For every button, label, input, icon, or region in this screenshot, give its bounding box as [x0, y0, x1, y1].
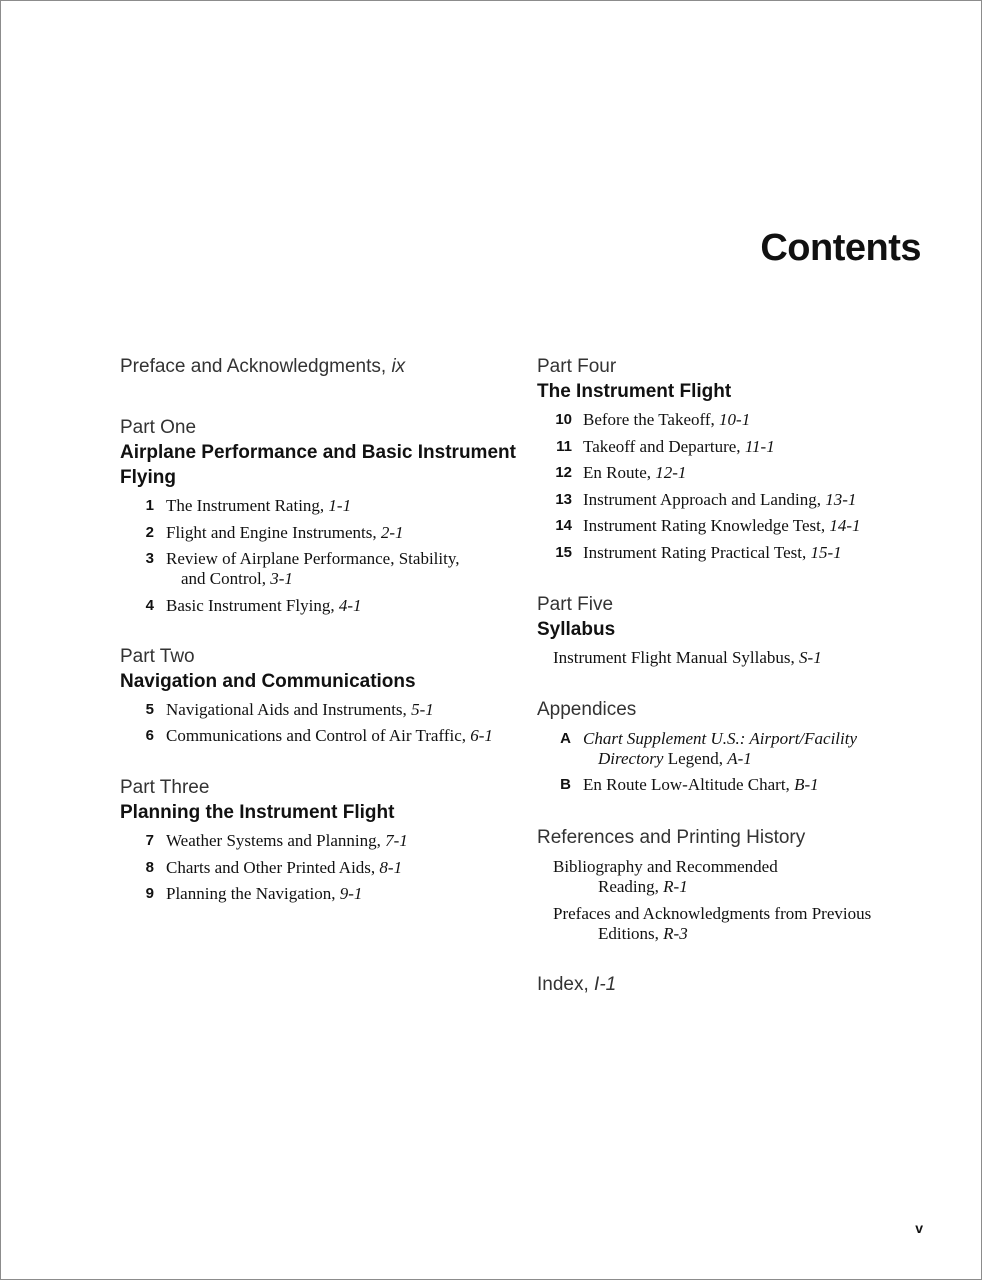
chapter-title: Takeoff and Departure,: [583, 436, 745, 456]
chapter-title: Flight and Engine Instruments,: [166, 522, 381, 542]
chapter-title: Planning the Navigation,: [166, 884, 340, 903]
reference-entry-bibliography[interactable]: [537, 857, 957, 897]
chapter-title: Communications and Control of Air Traffic,: [166, 726, 471, 745]
reference-page: R-1: [663, 877, 688, 896]
chapter-number: 1: [145, 497, 154, 514]
appendix-title-rest: Legend,: [663, 748, 728, 768]
chapter-number: 9: [145, 885, 154, 902]
chapter-title: Instrument Approach and Landing,: [583, 489, 826, 509]
reference-title-continued: Editions,: [598, 923, 664, 943]
part-five-title[interactable]: Syllabus: [537, 618, 616, 640]
reference-title-continued: Reading,: [598, 877, 664, 896]
chapter-title: Instrument Rating Knowledge Test,: [583, 516, 830, 535]
reference-page: R-3: [663, 923, 688, 943]
appendix-a[interactable]: [537, 729, 957, 769]
part-one-title[interactable]: Airplane Performance and Basic Instrument Flying: [120, 442, 516, 488]
chapter-number: 11: [556, 437, 572, 455]
chapter-number: 15: [555, 543, 572, 561]
chapter-page: 3-1: [270, 569, 293, 588]
chapter-3[interactable]: [120, 549, 520, 589]
part-three-label: Part Three: [120, 777, 210, 798]
chapter-10[interactable]: [537, 410, 957, 430]
chapter-title-continued: and Control,: [181, 569, 271, 588]
chapter-page: 5-1: [411, 699, 434, 719]
page-number: v: [915, 1220, 923, 1236]
index-label: Index,: [537, 973, 595, 995]
appendix-b[interactable]: [537, 775, 957, 795]
chapter-15[interactable]: [537, 543, 957, 563]
syllabus-entry[interactable]: [537, 648, 957, 668]
chapter-page: 9-1: [339, 884, 363, 903]
part-five: [537, 593, 957, 668]
chapter-2[interactable]: [120, 523, 520, 543]
reference-entry-prefaces[interactable]: [537, 904, 957, 944]
syllabus-page: S-1: [799, 647, 822, 667]
chapter-page: 13-1: [825, 489, 857, 509]
index-entry[interactable]: [537, 973, 957, 997]
chapter-9[interactable]: [120, 884, 520, 904]
chapter-page: 10-1: [719, 410, 751, 429]
index-page: I-1: [594, 973, 617, 995]
chapter-number: 3: [145, 550, 154, 567]
appendix-letter: B: [560, 776, 571, 793]
appendix-letter: A: [560, 729, 571, 747]
chapter-title: Charts and Other Printed Aids,: [166, 857, 380, 877]
appendix-title-continued: Directory: [598, 748, 664, 768]
part-two-label: Part Two: [120, 645, 195, 667]
part-four-title[interactable]: The Instrument Flight: [537, 381, 732, 402]
chapter-page: 11-1: [744, 436, 775, 456]
chapter-title: Review of Airplane Performance, Stability,: [166, 549, 460, 568]
chapter-4[interactable]: [120, 596, 520, 616]
references-label[interactable]: References and Printing History: [537, 827, 806, 848]
appendices: [537, 698, 957, 796]
references: [537, 826, 957, 944]
chapter-12[interactable]: [537, 463, 957, 483]
part-four: [537, 355, 957, 563]
chapter-title: Before the Takeoff,: [583, 410, 720, 429]
appendix-page: B-1: [794, 775, 819, 794]
preface-page: ix: [391, 356, 406, 377]
chapter-number: 4: [145, 596, 154, 614]
chapter-6[interactable]: [120, 726, 520, 746]
chapter-page: 7-1: [385, 831, 408, 850]
chapter-number: 8: [145, 858, 154, 876]
chapter-number: 6: [145, 727, 154, 744]
chapter-number: 12: [555, 464, 572, 481]
chapter-number: 14: [555, 517, 572, 534]
chapter-number: 7: [145, 832, 154, 849]
syllabus-title: Instrument Flight Manual Syllabus,: [553, 647, 800, 667]
chapter-1[interactable]: [120, 496, 520, 516]
part-one-label: Part One: [120, 417, 197, 438]
appendices-label[interactable]: Appendices: [537, 698, 637, 720]
chapter-8[interactable]: [120, 858, 520, 878]
chapter-11[interactable]: [537, 437, 957, 457]
chapter-page: 14-1: [829, 516, 861, 535]
part-two-title[interactable]: Navigation and Communications: [120, 670, 416, 692]
chapter-page: 6-1: [470, 726, 493, 745]
chapter-13[interactable]: [537, 490, 957, 510]
part-five-label: Part Five: [537, 593, 614, 615]
part-three-title[interactable]: Planning the Instrument Flight: [120, 802, 395, 823]
chapter-page: 12-1: [655, 463, 687, 482]
chapter-page: 8-1: [379, 857, 403, 877]
chapter-14[interactable]: [537, 516, 957, 536]
chapter-number: 5: [145, 700, 154, 718]
preface-label: Preface and Acknowledgments,: [120, 356, 392, 377]
chapter-page: 2-1: [380, 522, 404, 542]
chapter-title: The Instrument Rating,: [166, 496, 329, 515]
page-title: Contents: [760, 227, 921, 269]
chapter-title: Basic Instrument Flying,: [166, 595, 339, 615]
chapter-title: En Route,: [583, 463, 656, 482]
reference-title: Prefaces and Acknowledgments from Previous: [553, 903, 872, 923]
part-one: [120, 416, 520, 616]
chapter-page: 15-1: [810, 542, 842, 562]
toc-left-column: [120, 355, 520, 928]
appendix-page: A-1: [727, 748, 752, 768]
chapter-number: 10: [555, 411, 572, 428]
appendix-title: En Route Low-Altitude Chart,: [583, 775, 795, 794]
toc-right-column: [537, 355, 957, 997]
chapter-page: 1-1: [328, 496, 352, 515]
reference-title: Bibliography and Recommended: [553, 857, 778, 876]
chapter-number: 13: [555, 490, 572, 508]
chapter-page: 4-1: [338, 595, 362, 615]
chapter-number: 2: [145, 523, 154, 541]
chapter-7[interactable]: [120, 831, 520, 851]
chapter-5[interactable]: [120, 700, 520, 720]
part-four-label: Part Four: [537, 356, 617, 377]
part-three: [120, 776, 520, 904]
chapter-title: Navigational Aids and Instruments,: [166, 699, 412, 719]
appendix-title: Chart Supplement U.S.: Airport/Facility: [583, 728, 858, 748]
part-two: [120, 645, 520, 747]
chapter-title: Instrument Rating Practical Test,: [583, 542, 811, 562]
toc-preface[interactable]: [120, 355, 520, 379]
chapter-title: Weather Systems and Planning,: [166, 831, 386, 850]
